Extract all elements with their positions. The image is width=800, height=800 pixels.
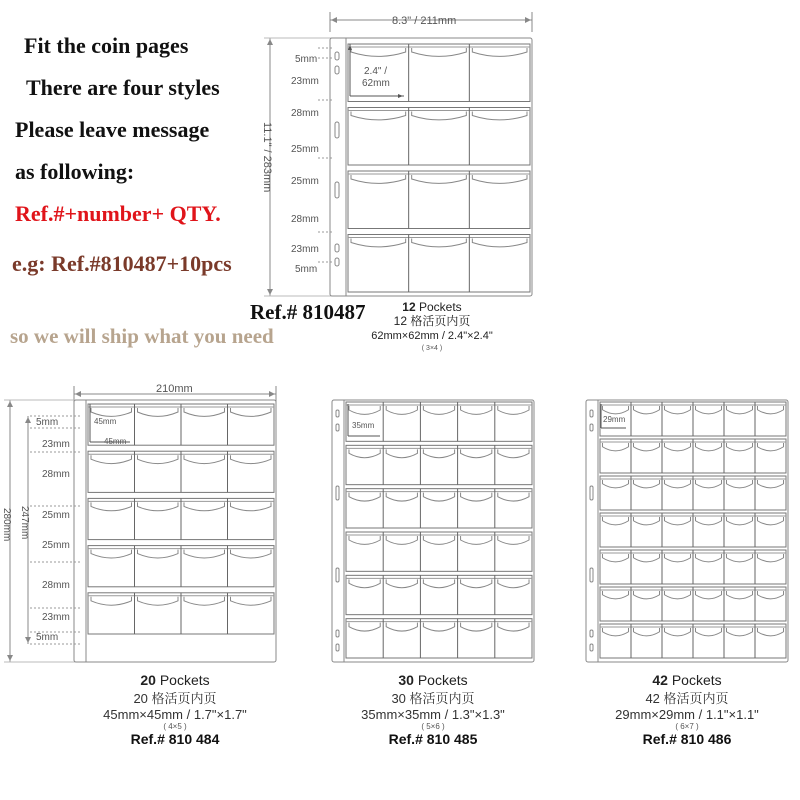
pocket (633, 554, 659, 562)
page30-pockets-num: 30 (398, 672, 414, 688)
page12-height-label: 11.1" / 283mm (261, 122, 273, 193)
pocket (664, 628, 690, 636)
pocket (726, 443, 752, 451)
pocket (695, 406, 721, 414)
page20-dim-5: 28mm (42, 580, 70, 591)
page30-pockets-word: Pockets (417, 672, 468, 688)
page30-pocket-label: 35mm (352, 421, 375, 430)
page20-dim-7: 5mm (36, 632, 59, 643)
page12-dim-2: 28mm (291, 108, 319, 119)
page42-cn: 42 格活页内页 (645, 691, 729, 706)
pocket (633, 591, 659, 599)
page30-cn: 30 格活页内页 (391, 691, 475, 706)
pocket (695, 554, 721, 562)
pocket (757, 406, 783, 414)
intro-line-message: Please leave message (15, 117, 210, 142)
page42-pockets-num: 42 (652, 672, 668, 688)
pocket (602, 443, 628, 451)
pocket (664, 554, 690, 562)
pocket (695, 480, 721, 488)
page12-size: 62mm×62mm / 2.4"×2.4" (371, 330, 493, 342)
page12-pocket-label-2: 62mm (362, 78, 390, 89)
pocket (633, 443, 659, 451)
page42-pockets-word: Pockets (671, 672, 722, 688)
page12-dim-0: 5mm (295, 54, 318, 65)
pocket (757, 591, 783, 599)
pocket (602, 406, 628, 414)
page20-pocket-label-h: 45mm (94, 417, 117, 426)
pocket (602, 628, 628, 636)
page12-dim-7: 5mm (295, 264, 318, 275)
page20-dim-6: 23mm (42, 612, 70, 623)
page20-size: 45mm×45mm / 1.7"×1.7" (103, 707, 247, 722)
page12-dim-6: 23mm (291, 244, 319, 255)
page42-caption (612, 672, 762, 747)
page20-pockets-num: 20 (140, 672, 156, 688)
page12-dim-4: 25mm (291, 176, 319, 187)
intro-line-format: Ref.#+number+ QTY. (15, 201, 221, 226)
page20-dim-3: 25mm (42, 510, 70, 521)
intro-line-example: e.g: Ref.#810487+10pcs (12, 251, 232, 276)
page20-height-inner: 247mm (19, 506, 30, 540)
pocket (726, 406, 752, 414)
pocket (602, 591, 628, 599)
page42-grid: ( 6×7 ) (675, 722, 699, 731)
page30-ref: Ref.# 810 485 (388, 731, 478, 747)
page12-pockets-word: Pockets (419, 300, 462, 314)
page20-pocket-label-w: 45mm (104, 437, 127, 446)
page12-pockets-num: 12 (402, 300, 416, 314)
page20-ref: Ref.# 810 484 (130, 731, 220, 747)
pocket (633, 517, 659, 525)
page12-dim-3: 25mm (291, 144, 319, 155)
intro-line-styles: There are four styles (26, 75, 220, 100)
page12-width-label: 8.3" / 211mm (392, 15, 457, 27)
pocket (695, 443, 721, 451)
page20-dim-2: 28mm (42, 469, 70, 480)
page30-grid: ( 5×6 ) (421, 722, 445, 731)
pocket (664, 406, 690, 414)
pocket (726, 517, 752, 525)
page12-pocket-label-1: 2.4" / (364, 66, 388, 77)
pocket (726, 554, 752, 562)
page12-dim-5: 28mm (291, 214, 319, 225)
pocket (695, 591, 721, 599)
page12-ref: Ref.# 810487 (250, 300, 366, 324)
page30-size: 35mm×35mm / 1.3"×1.3" (361, 707, 505, 722)
pocket (633, 480, 659, 488)
page20-cn: 20 格活页内页 (133, 691, 217, 706)
page20-width-label: 210mm (156, 383, 193, 395)
pocket (757, 554, 783, 562)
page42-pocket-label: 29mm (603, 415, 626, 424)
intro-line-ship: so we will ship what you need (10, 324, 274, 348)
intro-line-following: as following: (15, 159, 135, 184)
page20-dim-1: 23mm (42, 439, 70, 450)
page12-dim-1: 23mm (291, 76, 319, 87)
pocket (664, 480, 690, 488)
pocket (695, 628, 721, 636)
pocket (602, 554, 628, 562)
page42-ref: Ref.# 810 486 (642, 731, 732, 747)
pocket (757, 443, 783, 451)
page20-dim-4: 25mm (42, 540, 70, 551)
intro-line-fit: Fit the coin pages (24, 33, 189, 58)
pocket (726, 628, 752, 636)
pocket (757, 480, 783, 488)
pocket (757, 628, 783, 636)
pocket (757, 517, 783, 525)
page12-grid: ( 3×4 ) (421, 345, 443, 352)
pocket (602, 480, 628, 488)
page20-pockets-word: Pockets (159, 672, 210, 688)
pocket (726, 480, 752, 488)
page20-height-outer: 280mm (1, 508, 12, 542)
page20-dim-0: 5mm (36, 417, 59, 428)
page42-size: 29mm×29mm / 1.1"×1.1" (615, 707, 759, 722)
page20-grid: ( 4×5 ) (163, 722, 187, 731)
pocket (726, 591, 752, 599)
pocket (664, 591, 690, 599)
pocket (633, 628, 659, 636)
pocket (602, 517, 628, 525)
pocket (664, 517, 690, 525)
pocket (695, 517, 721, 525)
page12-cn: 12 格活页内页 (393, 314, 471, 328)
pocket (664, 443, 690, 451)
pocket (633, 406, 659, 414)
